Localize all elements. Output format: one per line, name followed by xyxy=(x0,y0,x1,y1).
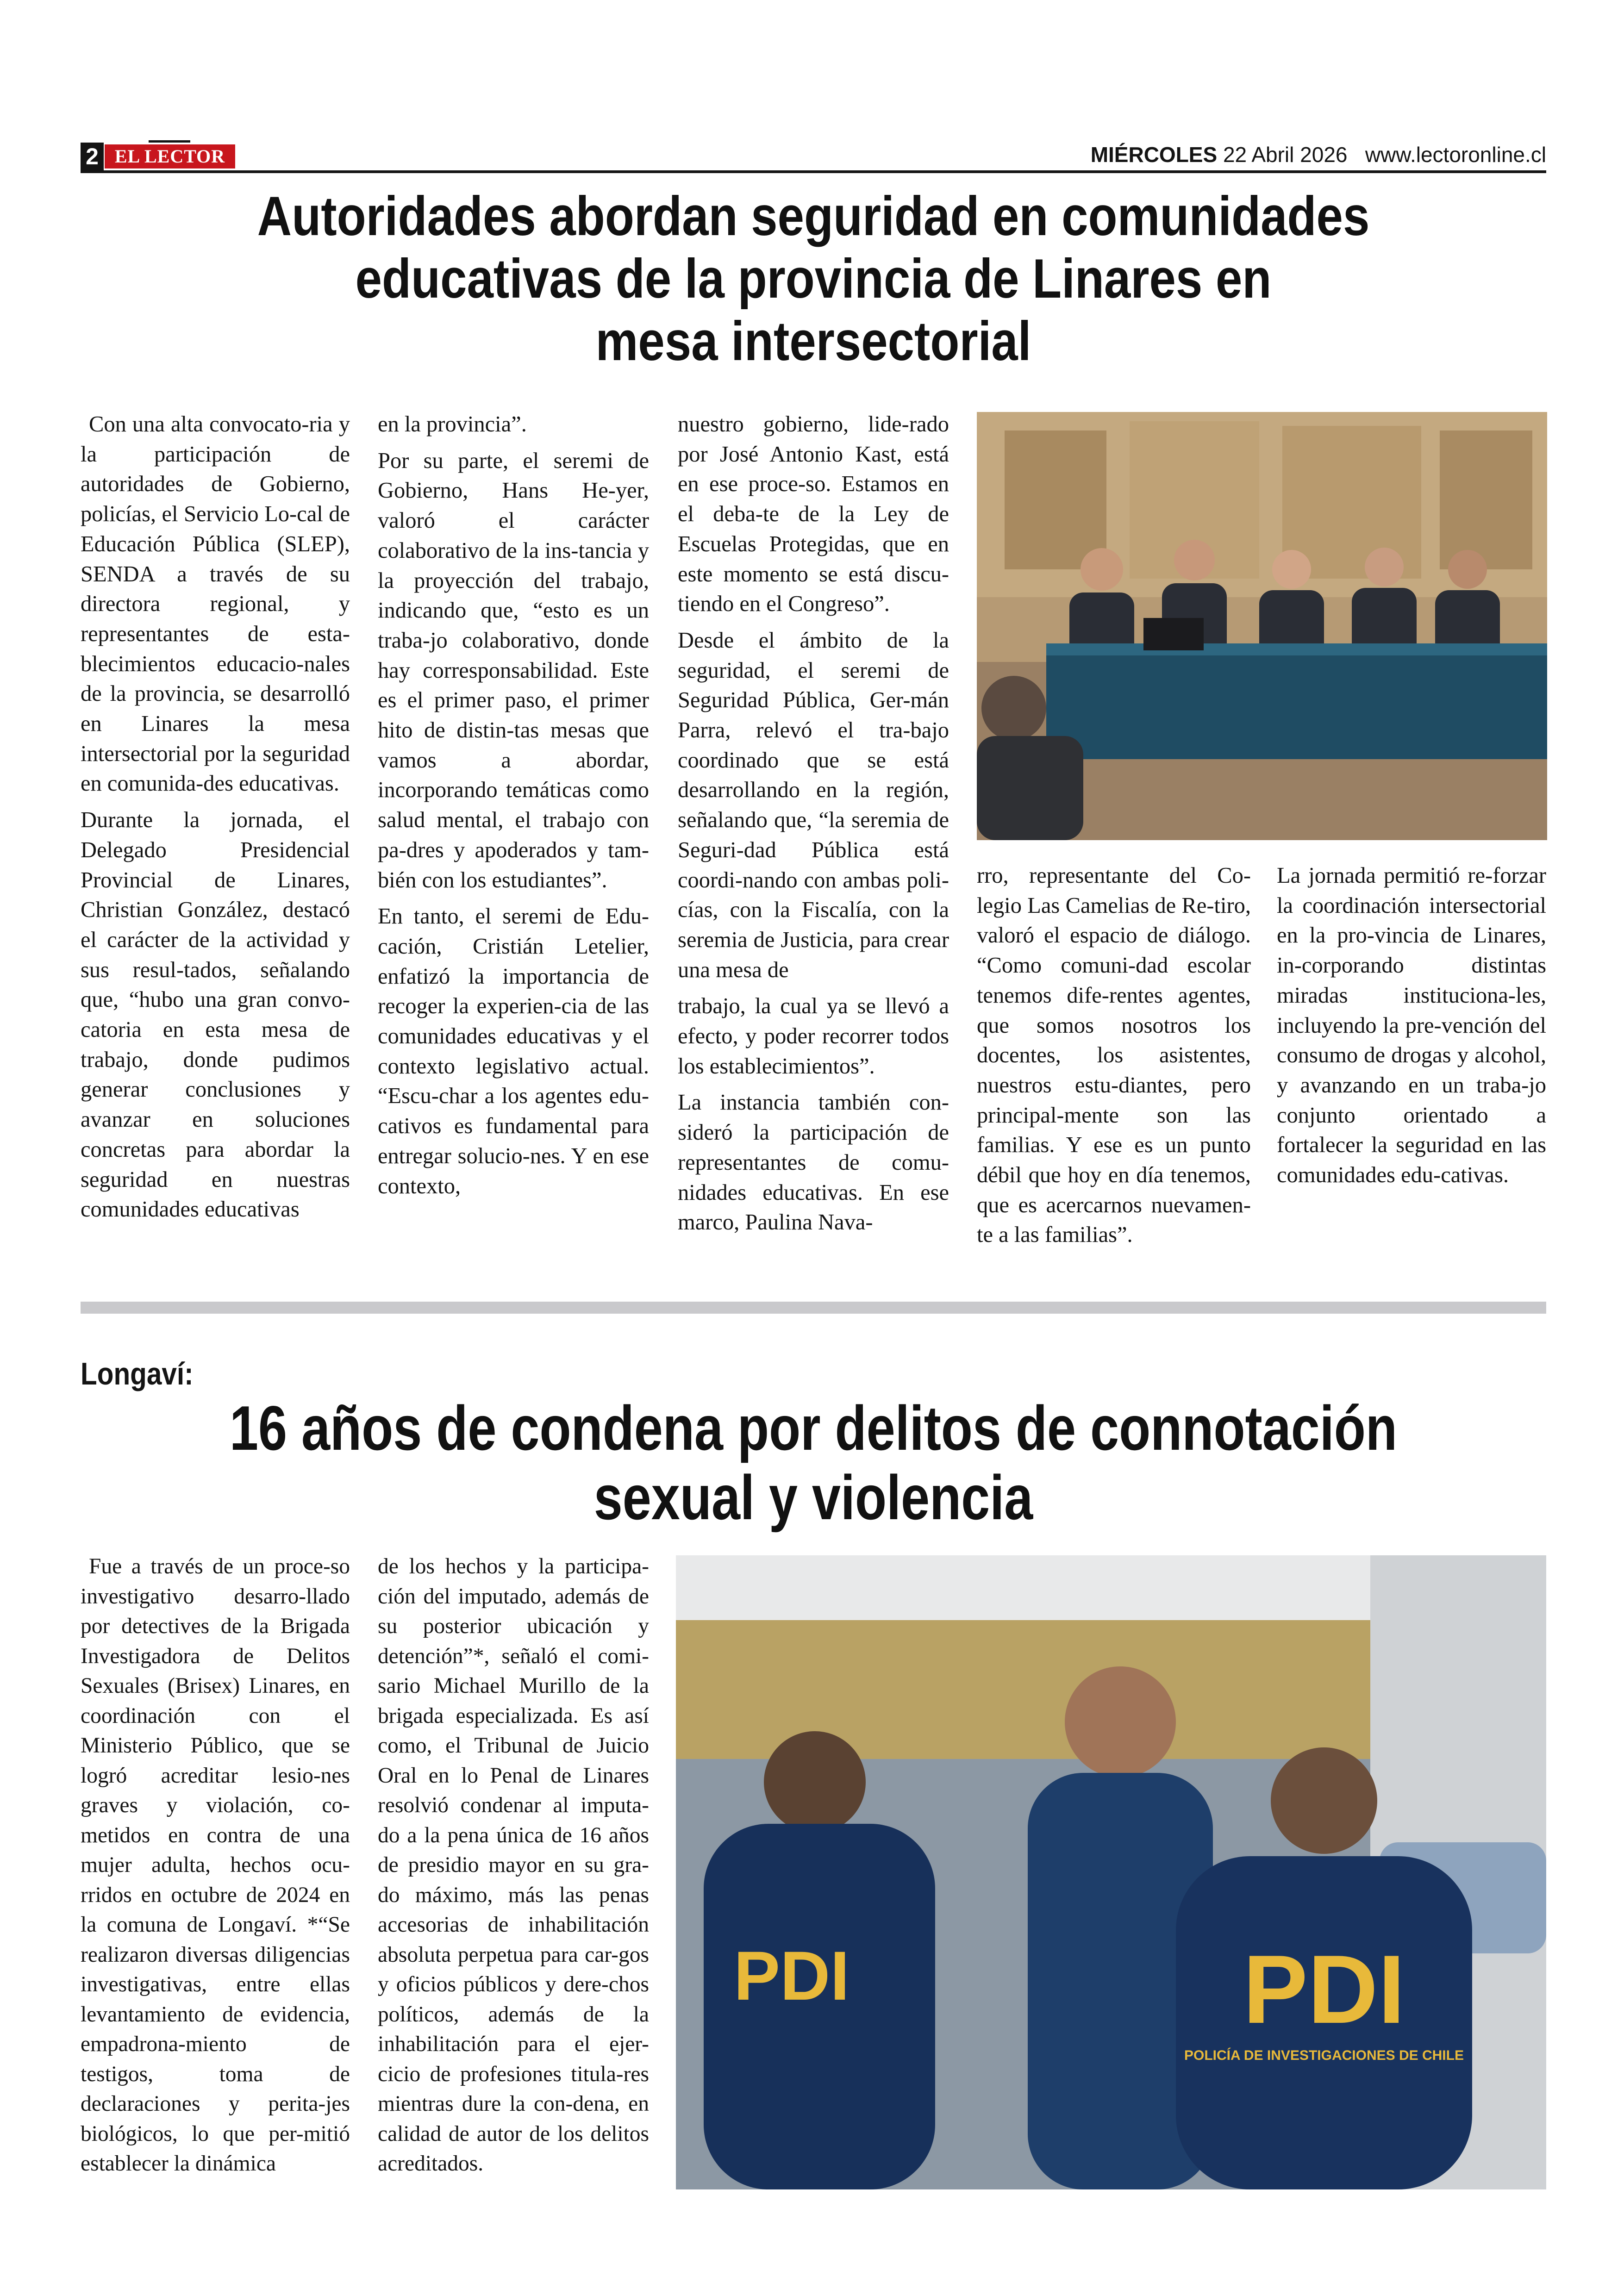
paragraph: en la provincia”. xyxy=(378,412,527,437)
article2-column-2 xyxy=(378,1552,649,2179)
article1-column-3 xyxy=(678,410,949,1238)
header-website: www.lectoronline.cl xyxy=(1365,143,1546,167)
logo-accent xyxy=(105,139,235,143)
headline-line: Autoridades abordan seguridad en comunidades xyxy=(257,185,1370,247)
headline-line: 16 años de condena por delitos de connotación xyxy=(229,1393,1397,1463)
section-separator xyxy=(81,1302,1546,1314)
paragraph: de los hechos y la participa-ción del imputado, además de su posterior ubicación y detención”*, señaló el comi-sario Michael Murillo de la brigada especializada. Es así como, el Tribunal de Juicio Oral en lo Penal de Linares resolvió condenar al imputa-do a la pena única de 16 años de presidio mayor en su gra-do máximo, más las penas accesorias de inhabilitación absoluta perpetua para car-gos y oficios públicos y dere-chos políticos, además de la inhabilitación para el ejer-cicio de profesiones titula-res mientras dure la con-dena, en calidad de autor de los delitos acreditados. xyxy=(378,1554,649,2176)
paragraph: Con una alta convocato-ria y la participación de autoridades de Gobierno, policías, el Servicio Lo-cal de Educación Pública (SLEP), SENDA a través de su directora regional, y representantes de esta-blecimientos educacio-nales de la provincia, se desarrolló en Linares la mesa intersectorial por la seguridad en comunida-des educativas. xyxy=(81,412,350,796)
article2-kicker: Longaví: xyxy=(81,1356,194,1391)
article2-headline xyxy=(212,1393,1414,1532)
pdi-arrest-photo xyxy=(676,1555,1546,2189)
article1-column-5 xyxy=(1277,861,1546,1191)
paragraph: nuestro gobierno, lide-rado por José Antonio Kast, está en ese proce-so. Estamos en el deba-te de la Ley de Escuelas Protegidas, que en este momento se está discu-tiendo en el Congreso”. xyxy=(678,412,949,617)
paragraph: La instancia también con-sideró la participación de representantes de comu-nidades educativas. En ese marco, Paulina Nava- xyxy=(678,1090,949,1235)
header-dateline xyxy=(1091,142,1546,168)
article1-headline xyxy=(183,185,1444,373)
paragraph: Durante la jornada, el Delegado Presidencial Provincial de Linares, Christian González, destacó el carácter de la actividad y sus resul-tados, señalando que, “hubo una gran convo-catoria en esta mesa de trabajo, donde pudimos generar conclusiones y avanzar en soluciones concretas para abordar la seguridad en nuestras comunidades educativas xyxy=(81,808,350,1222)
article1-column-4 xyxy=(977,861,1251,1250)
page-number: 2 xyxy=(81,143,104,170)
paragraph: Desde el ámbito de la seguridad, el seremi de Seguridad Pública, Ger-mán Parra, relevó el tra-bajo coordinado que se está desarrollando en la región, señalando que, “la seremia de Seguri-dad Pública está coordi-nando con ambas poli-cías, con la Fiscalía, con la seremia de Justicia, para crear una mesa de xyxy=(678,628,949,982)
headline-line: educativas de la provincia de Linares en xyxy=(355,248,1272,310)
newspaper-logo: EL LECTOR xyxy=(105,144,235,168)
paragraph: Por su parte, el seremi de Gobierno, Hans He-yer, valoró el carácter colaborativo de la ins-tancia y la proyección del trabajo, indicando que, “esto es un traba-jo colaborativo, donde hay corresponsabilidad. Este es el primer paso, el primer hito de distin-tas mesas que vamos a abordar, incorporando temáticas como salud mental, el trabajo con pa-dres y apoderados y tam-bién con los estudiantes”. xyxy=(378,448,649,892)
header-rule xyxy=(81,170,1546,173)
article1-column-1 xyxy=(81,410,350,1225)
jacket-lettering-left: PDI xyxy=(733,1937,850,2014)
paragraph: rro, representante del Co-legio Las Camelias de Re-tiro, valoró el espacio de diálogo. “Como comuni-dad escolar tenemos dife-rentes agentes, que somos nosotros los docentes, los asistentes, nuestros estu-diantes, pero principal-mente son las familias. Y ese es un punto débil que hoy en día tenemos, que es acercarnos nuevamen-te a las familias”. xyxy=(977,863,1251,1247)
meeting-photo xyxy=(977,412,1547,840)
paragraph: En tanto, el seremi de Edu-cación, Cristián Letelier, enfatizó la importancia de recoger la experien-cia de las comunidades educativas y el contexto legislativo actual. “Escu-char a los agentes edu-cativos es fundamental para entregar solucio-nes. Y en ese contexto, xyxy=(378,904,649,1198)
article1-column-2 xyxy=(378,410,649,1201)
header-date: 22 Abril 2026 xyxy=(1223,143,1348,167)
paragraph: trabajo, la cual ya se llevó a efecto, y poder recorrer todos los establecimientos”. xyxy=(678,994,949,1079)
jacket-subtext: POLICÍA DE INVESTIGACIONES DE CHILE xyxy=(1184,2048,1464,2063)
headline-line: sexual y violencia xyxy=(593,1462,1033,1533)
jacket-lettering: PDI xyxy=(1243,1935,1405,2044)
headline-line: mesa intersectorial xyxy=(595,310,1031,372)
header-weekday: MIÉRCOLES xyxy=(1090,143,1218,167)
article2-column-1 xyxy=(81,1552,350,2179)
paragraph: La jornada permitió re-forzar la coordinación intersectorial en la pro-vincia de Linares, in-corporando distintas miradas instituciona-les, incluyendo la pre-vención del consumo de drogas y alcohol, y avanzando en un traba-jo conjunto orientado a fortalecer la seguridad en las comunidades edu-cativas. xyxy=(1277,863,1546,1188)
paragraph: Fue a través de un proce-so investigativo desarro-llado por detectives de la Brigada Investigadora de Delitos Sexuales (Brisex) Linares, en coordinación con el Ministerio Público, que se logró acreditar lesio-nes graves y violación, co-metidos en contra de una mujer adulta, hechos ocu-rridos en octubre de 2024 en la comuna de Longaví. *“Se realizaron diversas diligencias investigativas, entre ellas levantamiento de evidencia, empadrona-miento de testigos, toma de declaraciones y perita-jes biológicos, lo que per-mitió establecer la dinámica xyxy=(81,1554,350,2176)
